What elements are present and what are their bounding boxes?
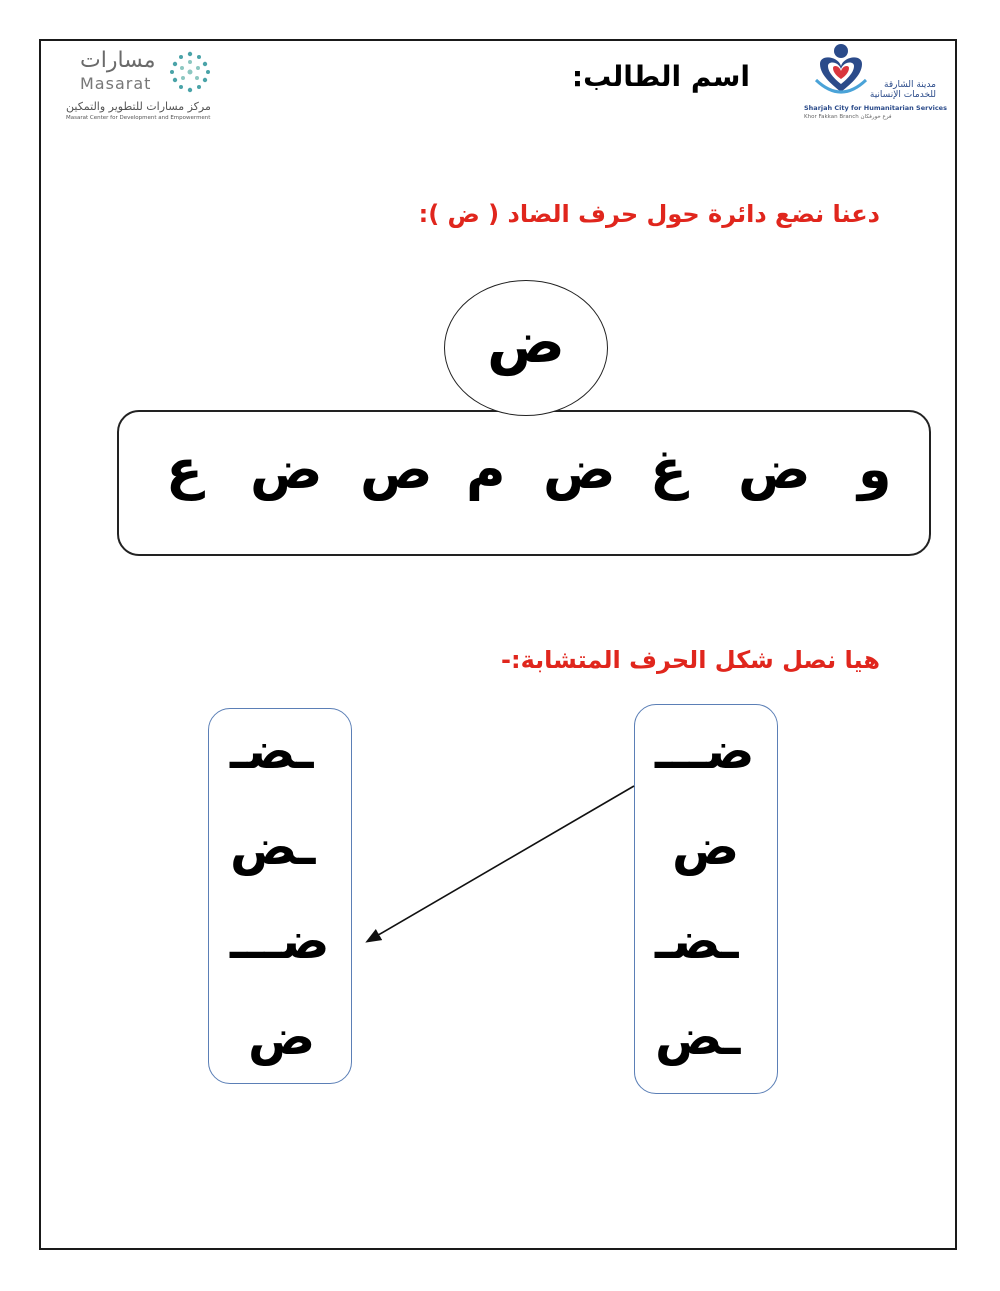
masarat-subtitle-ar: مركز مسارات للتطوير والتمكين bbox=[66, 100, 211, 113]
letter-option[interactable]: ض bbox=[738, 438, 811, 501]
letter-option[interactable]: ص bbox=[360, 438, 433, 501]
student-name-label: اسم الطالب: bbox=[571, 60, 750, 93]
instruction-circle-letter: دعنا نضع دائرة حول حرف الضاد ( ض ): bbox=[418, 200, 880, 228]
left-form[interactable]: ـضـ bbox=[230, 722, 314, 780]
masarat-name-en: Masarat bbox=[80, 74, 152, 93]
masarat-name-ar: مسارات bbox=[80, 48, 156, 73]
right-form[interactable]: ـض bbox=[655, 1008, 741, 1066]
sharjah-hearts-icon bbox=[810, 42, 872, 102]
letter-option[interactable]: ع bbox=[166, 438, 203, 501]
example-letter: ض bbox=[486, 308, 566, 376]
left-form[interactable]: ض bbox=[248, 1008, 316, 1066]
letter-option[interactable]: ض bbox=[543, 438, 616, 501]
sharjah-name-en: Sharjah City for Humanitarian Services bbox=[804, 104, 947, 112]
masarat-logo bbox=[62, 48, 232, 126]
sharjah-branch: Khor Fakkan Branch فرع خورفكان bbox=[804, 114, 892, 120]
right-form[interactable]: ـضـ bbox=[655, 912, 739, 970]
left-form[interactable]: ضـــ bbox=[230, 912, 330, 970]
sharjah-logo bbox=[800, 42, 947, 126]
right-form[interactable]: ض bbox=[672, 818, 740, 876]
instruction-match-shapes: هيا نصل شكل الحرف المتشابة:- bbox=[501, 646, 880, 674]
masarat-subtitle-en: Masarat Center for Development and Empowerment bbox=[66, 115, 211, 121]
letter-option[interactable]: ض bbox=[250, 438, 323, 501]
letter-option[interactable]: م bbox=[466, 438, 506, 501]
sharjah-name-ar: مدينة الشارقة للخدمات الإنسانية bbox=[869, 80, 936, 100]
masarat-dots-icon bbox=[168, 50, 212, 94]
letter-option[interactable]: و bbox=[858, 438, 892, 501]
example-letter-circle bbox=[444, 280, 608, 416]
letter-option[interactable]: غ bbox=[650, 438, 687, 501]
left-form[interactable]: ـض bbox=[230, 818, 316, 876]
right-form[interactable]: ضـــ bbox=[655, 722, 755, 780]
